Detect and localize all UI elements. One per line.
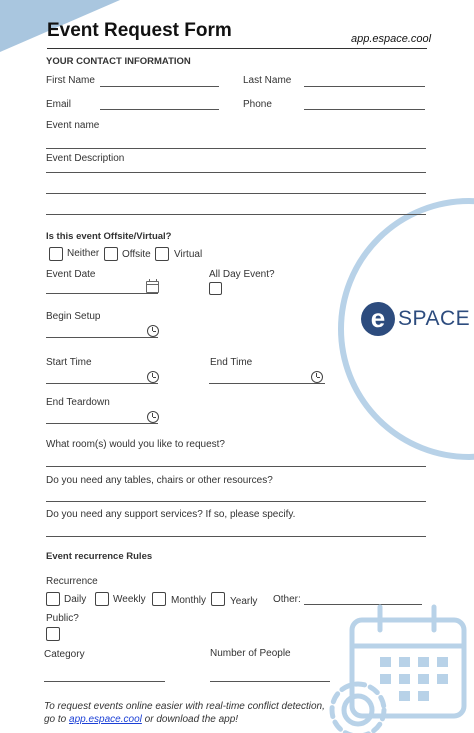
first-name-label: First Name (46, 75, 95, 86)
phone-label: Phone (243, 99, 272, 110)
support-field[interactable] (46, 536, 426, 537)
header-url: app.espace.cool (351, 33, 432, 45)
yearly-label: Yearly (230, 596, 258, 607)
people-field[interactable] (210, 681, 330, 682)
weekly-label: Weekly (113, 594, 146, 605)
event-date-label: Event Date (46, 269, 96, 280)
recurrence-heading: Event recurrence Rules (46, 551, 153, 562)
public-label: Public? (46, 613, 79, 624)
end-teardown-field[interactable] (46, 423, 158, 424)
footer-line-2: go to app.espace.cool or download the app! (44, 714, 239, 725)
end-time-field[interactable] (209, 383, 325, 384)
clock-icon[interactable] (147, 371, 159, 383)
all-day-checkbox[interactable] (209, 282, 222, 295)
support-question: Do you need any support services? If so, please specify. (46, 509, 296, 520)
monthly-checkbox[interactable] (152, 592, 166, 606)
espace-logo-text: SPACE (398, 307, 471, 330)
other-label: Other: (273, 594, 301, 605)
event-description-line-1[interactable] (46, 172, 426, 173)
neither-label: Neither (67, 248, 100, 259)
yearly-checkbox[interactable] (211, 592, 225, 606)
last-name-field[interactable] (304, 86, 425, 87)
phone-field[interactable] (304, 109, 425, 110)
footer-line-1: To request events online easier with real-time conflict detection, (44, 701, 325, 712)
header-divider (47, 48, 427, 49)
public-checkbox[interactable] (46, 627, 60, 641)
start-time-field[interactable] (46, 383, 158, 384)
app-link[interactable]: app.espace.cool (69, 714, 142, 725)
event-description-label: Event Description (46, 153, 125, 164)
calendar-icon[interactable] (146, 281, 159, 293)
clock-icon[interactable] (311, 371, 323, 383)
daily-label: Daily (64, 594, 87, 605)
begin-setup-label: Begin Setup (46, 311, 101, 322)
email-label: Email (46, 99, 72, 110)
recurrence-label: Recurrence (46, 576, 98, 587)
clock-icon[interactable] (147, 411, 159, 423)
event-name-field[interactable] (46, 148, 426, 149)
first-name-field[interactable] (100, 86, 219, 87)
end-teardown-label: End Teardown (46, 397, 110, 408)
calendar-gear-icon (322, 602, 470, 733)
resources-question: Do you need any tables, chairs or other resources? (46, 475, 273, 486)
event-description-line-3[interactable] (46, 214, 426, 215)
end-time-label: End Time (210, 357, 253, 368)
last-name-label: Last Name (243, 75, 292, 86)
event-date-field[interactable] (46, 293, 158, 294)
neither-checkbox[interactable] (49, 247, 63, 261)
people-label: Number of People (210, 648, 291, 659)
category-label: Category (44, 649, 85, 660)
offsite-checkbox[interactable] (104, 247, 118, 261)
page-title: Event Request Form (47, 20, 232, 41)
contact-heading: YOUR CONTACT INFORMATION (46, 56, 191, 67)
virtual-label: Virtual (174, 249, 203, 260)
espace-logo-icon: e (361, 302, 395, 336)
rooms-field[interactable] (46, 466, 426, 467)
daily-checkbox[interactable] (46, 592, 60, 606)
event-description-line-2[interactable] (46, 193, 426, 194)
clock-icon[interactable] (147, 325, 159, 337)
virtual-checkbox[interactable] (155, 247, 169, 261)
offsite-label: Offsite (122, 249, 151, 260)
rooms-question: What room(s) would you like to request? (46, 439, 225, 450)
offsite-question: Is this event Offsite/Virtual? (46, 231, 172, 242)
start-time-label: Start Time (46, 357, 92, 368)
category-field[interactable] (44, 681, 165, 682)
begin-setup-field[interactable] (46, 337, 158, 338)
resources-field[interactable] (46, 501, 426, 502)
all-day-label: All Day Event? (209, 269, 275, 280)
event-name-label: Event name (46, 120, 100, 131)
monthly-label: Monthly (171, 595, 207, 606)
weekly-checkbox[interactable] (95, 592, 109, 606)
email-field[interactable] (100, 109, 219, 110)
